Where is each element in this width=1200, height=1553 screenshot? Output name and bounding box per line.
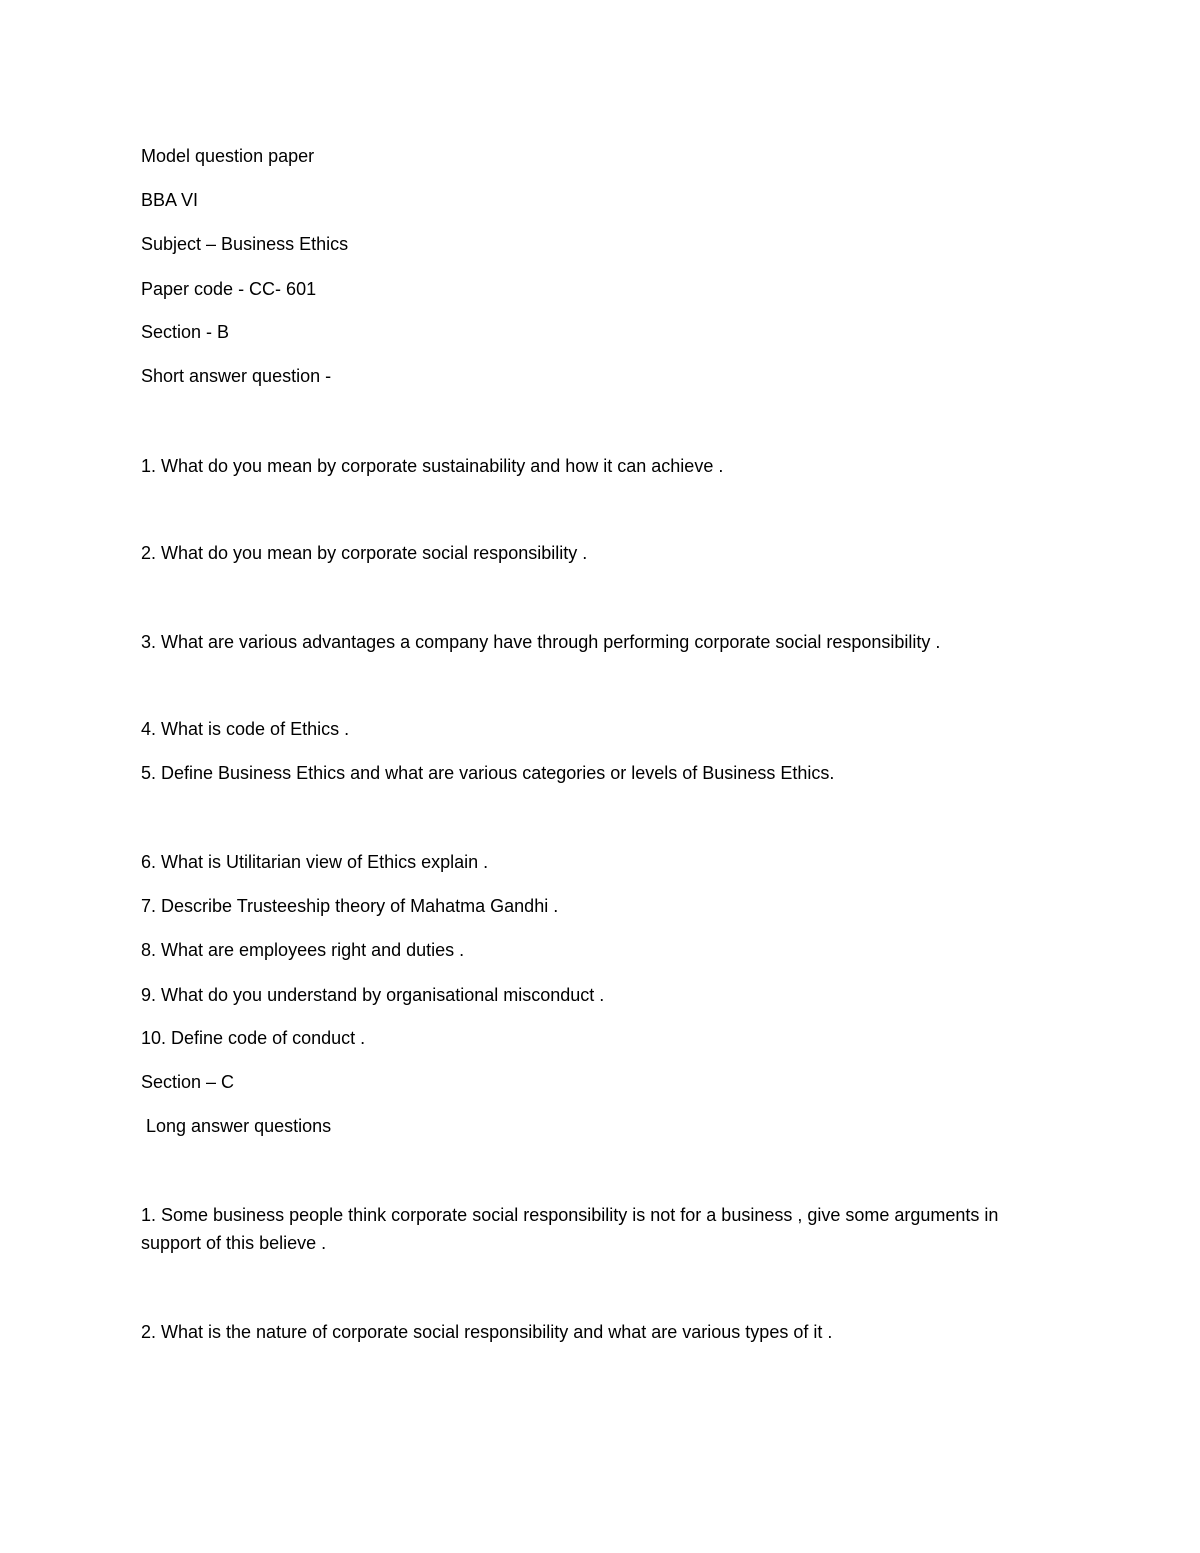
short-question: 1. What do you mean by corporate sustainability and how it can achieve . xyxy=(141,456,724,476)
long-question: 2. What is the nature of corporate social responsibility and what are various types of it . xyxy=(141,1322,833,1342)
paper-title: Model question paper xyxy=(141,146,315,166)
short-question: 7. Describe Trusteeship theory of Mahatma Gandhi . xyxy=(141,896,559,916)
long-question: 1. Some business people think corporate social responsibility is not for a business , give some arguments in support of this believe . xyxy=(141,1205,999,1253)
short-question: 3. What are various advantages a company have through performing corporate social responsibility . xyxy=(141,632,941,652)
short-question: 8. What are employees right and duties . xyxy=(141,940,465,960)
short-question: 4. What is code of Ethics . xyxy=(141,719,350,739)
section-c-subheading: Long answer questions xyxy=(146,1116,332,1136)
subject-line: Subject – Business Ethics xyxy=(141,234,349,254)
short-question: 6. What is Utilitarian view of Ethics explain . xyxy=(141,852,489,872)
class-name: BBA VI xyxy=(141,190,199,210)
section-c-heading: Section – C xyxy=(141,1072,235,1092)
short-question: 9. What do you understand by organisational misconduct . xyxy=(141,985,605,1005)
section-b-heading: Section - B xyxy=(141,322,230,342)
short-question: 10. Define code of conduct . xyxy=(141,1028,366,1048)
short-question: 5. Define Business Ethics and what are various categories or levels of Business Ethics. xyxy=(141,763,835,783)
section-b-subheading: Short answer question - xyxy=(141,366,332,386)
paper-code: Paper code - CC- 601 xyxy=(141,279,317,299)
short-question: 2. What do you mean by corporate social responsibility . xyxy=(141,543,588,563)
